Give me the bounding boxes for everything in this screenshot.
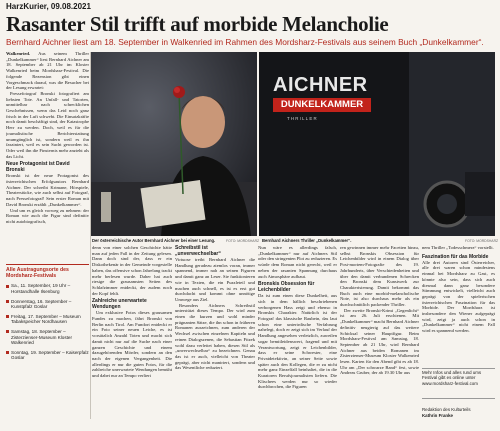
bullet-square-icon — [6, 330, 9, 333]
column-1 — [6, 51, 89, 263]
paragraph: Da ist zum einen diese Dunkelheit, aus sich in dem hällich beschriebenen verborgenen Hass zeigt und ebenso in Bronskis Charakter. Natürlich ist der Fotograf das klassische Raubein, das laut schon eine unterirdische Verfahrung nahelegt, doch er zeigt sich im Verlauf der Handlung angesehen verletzlich, zuweilen sogar bemitleidenswert, fragend und mit Verantwortung, zeigt er Leichenbilder, dass er seine Schwester, eine Privatdetektivin, an seiner Seite sowie später auch den Kollegen, die er zu nicht mehr ganz Einzelfall beinhaltet, die in die Kuratoren Berufsjournalisten liefern. Die Klischees werden nur so wieder durchbrochen, die Figuren — [258, 293, 337, 390]
book-photo-credit: FOTO: MORDSHARZ — [465, 239, 499, 243]
paragraph: Bronski ist der neue Protagonist des österreichischen Erfolgsautors Bernhard Aichner. Der schreibt Krimane, Hörspiele, Theaterstücke, wie auch selbst auf Fotograf, nach Pressefotograf! Sein erster Roman mit David Bronski erzählt „Dunkelkammer“. — [6, 173, 89, 207]
paragraph: denn von einer solchen Geschichte hätte man auf jeden Fall in der Zeitung gelesen. Dann doch sind der, dass er ein Diskothekenär in der Gemeinde vorgestelle haben, das offensive schon Jahrelang trackt mehr berlesen wurde. Daher hat auch riesige die grausamsten Seiten des Schlafzimmer entdeckt, der zudem noch der Kopf fehlt. — [92, 245, 172, 296]
festival-info: Mehr Infos und alles rund ums Festival gibt es online unter www.mordsharz-festival.com — [422, 370, 482, 386]
event-text: Freitag, 17. September – Museum Tabakspeicher Nordhausen — [11, 313, 81, 325]
book-photo — [259, 52, 495, 236]
paragraph: ren gewinnen immer mehr Facetten hinzu, selbst Bronskis Obsession für Leichenbilder wird in einem Dialog über Post-mortem-Fotografie des 19. Jahrhunderts, über Verschiedenheiten und über den damit verbundenen Schrecken den Bronski dem Kunstwerk zur Charakterisierung. Damit bekommt das Buch auch eine morbid-melancholische Note, ist also durchaus mehr als ein durchschnittlich packender Thriller. — [340, 245, 419, 308]
bullet-square-icon — [6, 300, 9, 303]
author-photo — [91, 52, 257, 236]
event-item — [6, 314, 89, 325]
paragraph: nem Thriller „Todesschmerz“ vorstellt. — [422, 245, 494, 250]
headline: Rasanter Stil trifft auf morbide Melancholie — [6, 12, 389, 36]
event-text: Samstag, 18. September – Zisterzienser-Museum Kloster Walkenried — [11, 328, 73, 346]
photo-caption: Der österreichische Autor Bernhard Aichner bei einer Lesung. — [92, 238, 216, 243]
section-heading: Neue Protagonist ist David Bronski — [6, 161, 70, 174]
bullet-square-icon — [6, 351, 9, 354]
section-heading: Schreibstil ist „unverwechselbar“ — [175, 245, 221, 257]
intro-paragraph: Walkenried. Aus seinem Thriller „Dunkelkammer“ liest Bernhard Aichner am 18. September ab 21 Uhr im Kloster Walkenried beim Mordsharz-Festival. Die folgende Rezension gibt einen Vorgeschmack darauf, was die Besucher bei der Lesung erwartet: — [6, 51, 89, 91]
column-6 — [422, 245, 495, 365]
divider — [422, 368, 495, 369]
paragraph: Nun wäre es allerdings falsch, „Dunkelkammer“ nur auf Aichners Stil oder den stringenten Plot zu reduzieren. Es würde dem Roman nicht gerecht, weil er neben der rasanten Spannung durchaus auch Atmosphäre aufbaut. — [258, 245, 337, 279]
divider — [422, 398, 495, 399]
editor-name: Kathrin Franke — [422, 413, 453, 418]
event-item — [6, 329, 89, 346]
box-rule — [6, 264, 89, 265]
column-4 — [258, 245, 337, 420]
events-box — [6, 264, 89, 419]
paragraph: Besonders Aichners Schreibstil unterstützt dieses Tempo. Der wird zum einen die kurzen und wohl minder prägnanten Sätze, die ihn schon in früheren Romanen auszeichnen, zum anderen der Wechsel zwischen einzelnen Kapiteln und reinen Dialogszenen, die Sebastian Fitzek wohl dazu verleitet haben, diesen Stil als „unverwechselbar“ zu bezeichnen. Genau das ist er auch, vielleicht von Theater geprägt, aber nicht maniriert, sondern und das Wesentliche reduziert. — [175, 302, 255, 371]
masthead: HarzKurier, 09.08.2021 — [6, 2, 91, 11]
column-3 — [175, 245, 255, 420]
events-title: Alle Austragungsorte des Mordsharz-Festivals — [6, 267, 69, 280]
bullet-square-icon — [6, 285, 9, 288]
book-author: AICHNER — [273, 74, 368, 96]
dateline: Walkenried. — [6, 51, 31, 56]
section-heading: Bronskis Obsession für Leichenbilder — [258, 281, 315, 294]
events-list — [6, 283, 89, 361]
event-text: Sa., 11. September, 19 Uhr – Horstandhalle Ilsenburg — [11, 283, 71, 294]
paragraph: Alle drei Autoren sind Österreicher, alle drei waren schon mindestens einmal bei Mordsharz zu Gast, es könnte also sein, dass sich auch diesmal dann ganz besondere Stimmung entwickelt, vielleicht auch geprägt von der spielerischen österreichischen Faszination für das Morbide. Der Mordsharz ist insbesondere den Wiener aufgeprägt wird, zeigt ja auch schon in „Dunkelkammer“ nicht einem Fall wird es spannend werden. — [422, 259, 495, 334]
event-text: Donnerstag, 16. September – Kunstpfalz Goslar — [11, 298, 72, 310]
book-title: DUNKELKAMMER — [273, 98, 371, 112]
book-photo-caption: Bernhard Aichners Thriller „Dunkelkammer“. — [262, 238, 352, 243]
bullet-square-icon — [6, 315, 9, 318]
book-genre: THRILLER — [287, 116, 318, 121]
section-heading: Faszination für das Morbide — [422, 253, 489, 260]
subheadline: Bernhard Aichner liest am 18. September in Walkenried im Rahmen des Mordsharz-Festivals aus seinem Buch „Dunkelkammer“. — [6, 37, 484, 47]
section-heading: Zahlreiche unerwartete Wendungen — [92, 298, 147, 311]
paragraph: Virtuose treibt Bernhard Aichner die Handlung geradezu atemlos voran, immer spannend, immer nah an seinen Figuren und damit ganz an Leser. Sie funktionieren wie in Texten, die ein Puzzleteil und machen auch schnell, es ist es erst gut durchdacht und kommt ohne unnötige Umwege aus Ziel. — [175, 257, 255, 302]
event-item — [6, 299, 89, 310]
photo-credit: FOTO: MORDSHARZ — [226, 239, 260, 243]
paragraph: Der zweite Bronski-Krimi „Gegenlicht“ ist am 26. Juli erschienen. Mit „Dunkelkammer“ macht Bernhard Aichner definitiv neugierig auf das weitere Schicksal seiner Hauptfigur. Beim Mordsharz-Festival am Samstag, 18. September ab 21 Uhr, wird Bernhard Aichner aus beiden Romanen im Zisterzienser-Museum Kloster Walkenried lesen. Karten für den Abend gibt es ab 18. Uhr am „Der schwarze Band“ fest, sowie Andreas Gruber, der ab 19.30 Uhr aus — [340, 307, 419, 376]
author-photo-graphic — [91, 52, 257, 236]
editor-label: Redaktion des Kulturteils — [422, 407, 471, 412]
paragraph: Pressefotograf Bronski fotografiert am liebsten Tote. An Unfall- und Tatorten, unmittelbar nach schrecklichen Geschehnissen, wenn das Leid noch ganz frisch in der Luft schwebt. Die Einsatzkräfte noch damit beschäftigt sind, der Katastrophe Herr zu werden. Doch, weil es für die journalistische Berichterstattung unumgänglich ist, sondern weil es ihn fasziniert, weil es sein Sucht geworden ist. Oder weil ihn die Finsternis mehr anzieht als das Licht. — [6, 90, 89, 159]
column-2 — [92, 245, 172, 420]
event-item — [6, 283, 89, 294]
paragraph: Und um es gleich vorweg zu nehmen: der Roman wie auch die Figur sind definitiv nicht autobiografisch, — [6, 207, 89, 224]
event-text: Sonntag, 19. September – Kaiserpfalz Goslar — [11, 349, 89, 361]
column-5 — [340, 245, 419, 420]
event-item — [6, 350, 89, 361]
paragraph: Um exklusive Fotos dieses grausamen Fundes zu machen, fährt Bronski von Berlin nach Tirol. Am Fundort entdeckt er ein Foto seiner neuen Leiche, es ist vorsätzlich Anzahl Toten und macht sich damit nicht nur auf die Suche nach einer ganzen Geschichte und einem dazugehörenden Mörder, sondern an den nach der eigenen Vergangenheit. Die allerdings er nur die guten Fotos, für die zahlreiche unerwartete Wendungen bemüht und dabei nur an Tempo verliert — [92, 310, 172, 379]
